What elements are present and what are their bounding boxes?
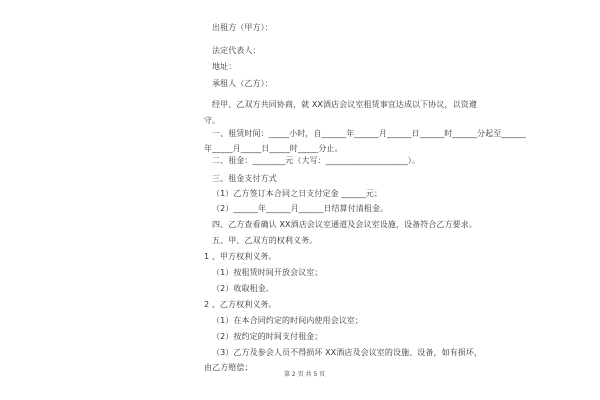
settlement-clause: （2）______年______月______日结算付清租金。 [212,204,389,213]
rental-period-line-1: 一、租赁时间：_____小时，自______年______月______日______时______分起至______ [212,129,526,138]
lessor-rights-heading: 1 、甲方权利义务。 [204,252,277,261]
address-label: 地址： [212,62,237,71]
inspection-clause: 四、乙方查看确认 XX酒店会议室通道及会议室设施，设备符合乙方要求。 [212,220,477,229]
rent-amount-line: 二、租金：________元（大写：____________________）。 [212,156,420,165]
payment-method-heading: 三、租金支付方式 [212,174,277,183]
lessee-rights-heading: 2 、乙方权利义务。 [204,300,277,309]
rights-obligations-heading: 五、甲、乙双方的权利义务。 [212,236,318,245]
agreement-intro-line-1: 经甲、乙双方共同协商，就 XX酒店会议室租赁事宜达成以下协议，以资遵 [212,100,477,109]
deposit-clause: （1）乙方签订本合同之日支付定金 ______元； [212,189,383,198]
lessor-label: 出租方（甲方）： [212,23,273,32]
lessee-duty-1: （1）在本合同约定的时间内使用会议室； [212,316,363,325]
lessee-duty-3-line-1: （3）乙方及参会人员不得损坏 XX酒店及会议室的设施、设备，如有损坏， [212,348,483,357]
legal-representative-label: 法定代表人： [212,46,261,55]
lessee-duty-2: （2）按约定的时间支付租金； [212,332,323,341]
rental-period-line-2: 年_____月_____日_____时_____分止。 [204,144,343,153]
page-number-footer: 第 2 页 共 5 页 [284,371,326,378]
lessor-duty-1: （1）按租赁时间开放会议室； [212,268,323,277]
lessor-duty-2: （2）收取租金。 [212,284,274,293]
lessee-label: 承租人（乙方）： [212,79,273,88]
lessee-duty-3-line-2: 由乙方赔偿； [204,363,253,372]
agreement-intro-line-2: 守。 [204,116,221,125]
